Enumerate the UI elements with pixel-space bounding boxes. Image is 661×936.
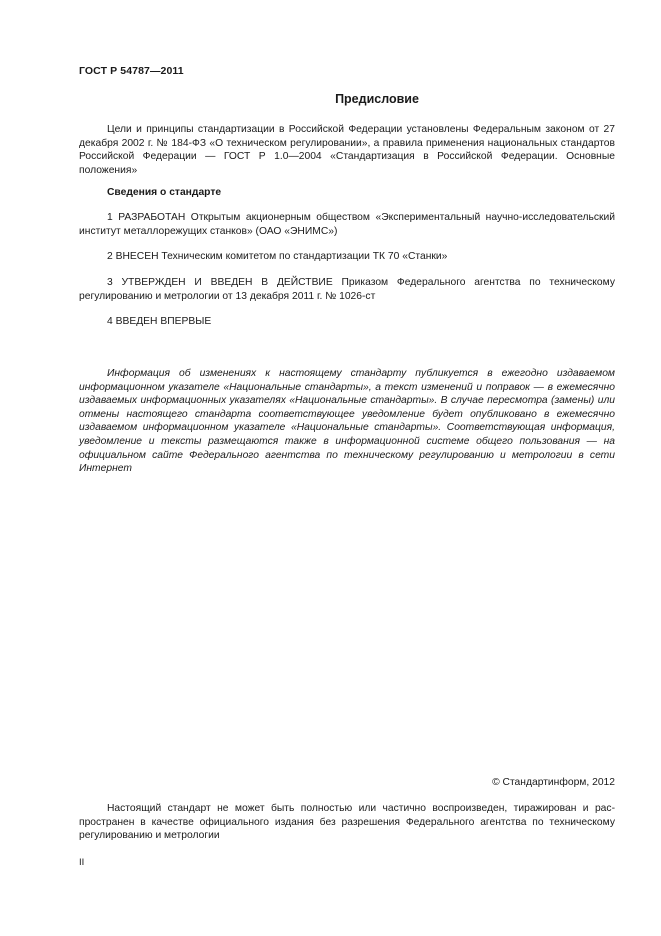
- copyright-line: © Стандартинформ, 2012: [492, 777, 615, 788]
- document-code: ГОСТ Р 54787—2011: [79, 65, 184, 77]
- item-submitted: 2 ВНЕСЕН Техническим комитетом по стандартизации ТК 70 «Станки»: [107, 251, 448, 262]
- intro-paragraph: Цели и принципы стандартизации в Российской Федерации установлены Федеральным законом от 27 декабря 2002 г. № 184-ФЗ «О техническом регулировании», а правила применения национальных стандартов Российской Федерации — ГОСТ Р 1.0—2004 «Стандартизация в Российской Федерации. Основные положения»: [79, 124, 615, 176]
- svedenia-heading: Сведения о стандарте: [107, 187, 222, 198]
- page-title: Предисловие: [335, 92, 419, 106]
- changes-info-note: Информация об изменениях к настоящему стандарту публикуется в ежегодно издаваемом информационном указателе «Национальные стандарты», а текст изменений и поправок — в ежемесячно издаваемых информационных указателях «Национальные стандарты». В случае пересмотра (замены) или отмены настоящего стандарта соответствующее уведомление будет опубликовано в ежемесячно издаваемом информационном указателе «Национальные стандарты». Соответствующая информация, уведомление и тексты размещаются также в информационной системе общего пользования — на официальном сайте Федерального агентства по техническому регулированию и метрологии в сети Интернет: [79, 368, 615, 475]
- item-first-introduced: 4 ВВЕДЕН ВПЕРВЫЕ: [107, 316, 212, 327]
- page-number: II: [79, 857, 85, 868]
- reproduction-notice: Настоящий стандарт не может быть полностью или частично воспроизведен, тиражирован и распространен в качестве официального издания без разрешения Федерального агентства по техническому регулированию и метрологии: [79, 803, 615, 842]
- item-approved: 3 УТВЕРЖДЕН И ВВЕДЕН В ДЕЙСТВИЕ Приказом Федерального агентства по техническому регулированию и метрологии от 13 декабря 2011 г. № 1026-ст: [79, 277, 615, 302]
- item-developed: 1 РАЗРАБОТАН Открытым акционерным обществом «Экспериментальный научно-исследовательский институт металлорежущих станков» (ОАО «ЭНИМС»): [79, 212, 615, 237]
